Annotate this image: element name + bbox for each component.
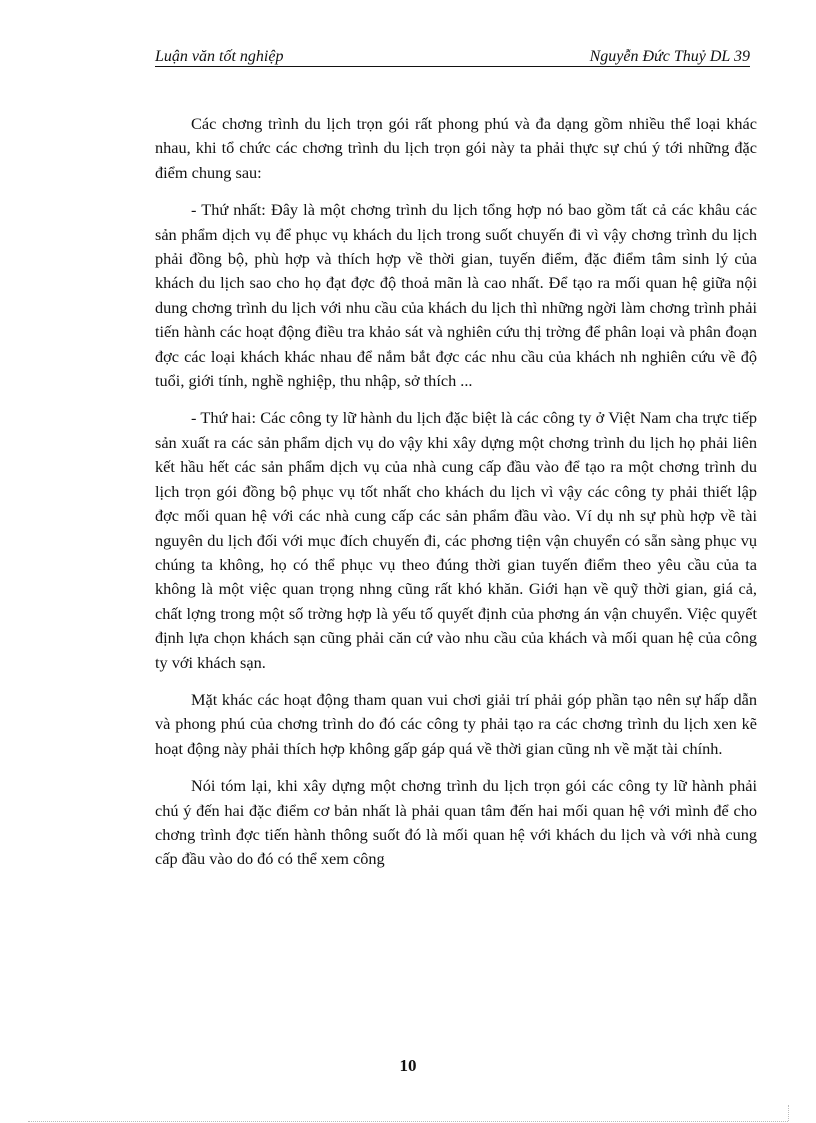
page-corner-border xyxy=(788,1105,789,1121)
header-thesis-title: Luận văn tốt nghiệp xyxy=(155,48,284,65)
paragraph-intro: Các chơng trình du lịch trọn gói rất phong phú và đa dạng gồm nhiều thể loại khác nhau, khi tổ chức các chơng trình du lịch trọn gói này ta phải thực sự chú ý tới những đặc điểm chung sau: xyxy=(155,114,757,182)
page-number: 10 xyxy=(399,1056,417,1075)
paragraph-second-point: - Thứ hai: Các công ty lữ hành du lịch đặc biệt là các công ty ở Việt Nam cha trực tiếp sản xuất ra các sản phẩm dịch vụ do vậy khi xây dựng một chơng trình du lịch họ phải liên kết hầu hết các sản phẩm dịch vụ của nhà cung cấp đầu vào để tạo ra một chơng trình du lịch trọn gói đồng bộ phục vụ tốt nhất cho khách du lịch vì vậy các công ty phải thiết lập đợc mối quan hệ với các nhà cung cấp các sản phẩm đầu vào. Ví dụ nh sự phù hợp về tài nguyên du lịch đối với mục đích chuyến đi, các phơng tiện vận chuyển có sẵn sàng phục vụ chúng ta không, họ có thể phục vụ theo đúng thời gian tuyến điểm theo yêu cầu của ta không là một việc quan trọng nhng cũng rất khó khăn. Giới hạn về quỹ thời gian, giá cả, chất lợng trong một số trờng hợp là yếu tố quyết định của phơng án vận chuyển. Việc quyết định lựa chọn khách sạn cũng phải căn cứ vào nhu cầu của khách và mối quan hệ của công ty với khách sạn. xyxy=(155,408,757,672)
paragraph-first-point: - Thứ nhất: Đây là một chơng trình du lịch tổng hợp nó bao gồm tất cả các khâu các sản phẩm dịch vụ để phục vụ khách du lịch trong suốt chuyến đi vì vậy chơng trình du lịch phải đồng bộ, phù hợp và thích hợp về thời gian, tuyến điểm, đặc điểm tâm sinh lý của khách du lịch sao cho họ đạt đợc độ thoả mãn là cao nhất. Để tạo ra mối quan hệ giữa nội dung chơng trình du lịch với nhu cầu của khách du lịch thì những ngời làm chơng trình phải tiến hành các hoạt động điều tra khảo sát và nghiên cứu thị trờng để phân loại và phân đoạn đợc các loại khách khác nhau để nắm bắt đợc các nhu cầu của khách nh nghiên cứu về độ tuổi, giới tính, nghề nghiệp, thu nhập, sở thích ... xyxy=(155,200,757,391)
header-author: Nguyễn Đức Thuỷ DL 39 xyxy=(589,48,750,65)
paragraph-other-activities: Mặt khác các hoạt động tham quan vui chơi giải trí phải góp phần tạo nên sự hấp dẫn và phong phú của chơng trình do đó các công ty phải tạo ra các chơng trình du lịch xen kẽ hoạt động này phải thích hợp không gấp gáp quá về thời gian cũng nh về mặt tài chính. xyxy=(155,689,757,758)
body-text xyxy=(155,112,757,885)
paragraph-conclusion: Nói tóm lại, khi xây dựng một chơng trình du lịch trọn gói các công ty lữ hành phải chú ý đến hai đặc điểm cơ bản nhất là phải quan tâm đến hai mối quan hệ với mình để cho chơng trình đợc tiến hành thông suốt đó là mối quan hệ với khách du lịch và với nhà cung cấp đầu vào do đó có thể xem công xyxy=(155,776,757,869)
page-header xyxy=(155,44,750,67)
page-bottom-border xyxy=(28,1121,788,1122)
